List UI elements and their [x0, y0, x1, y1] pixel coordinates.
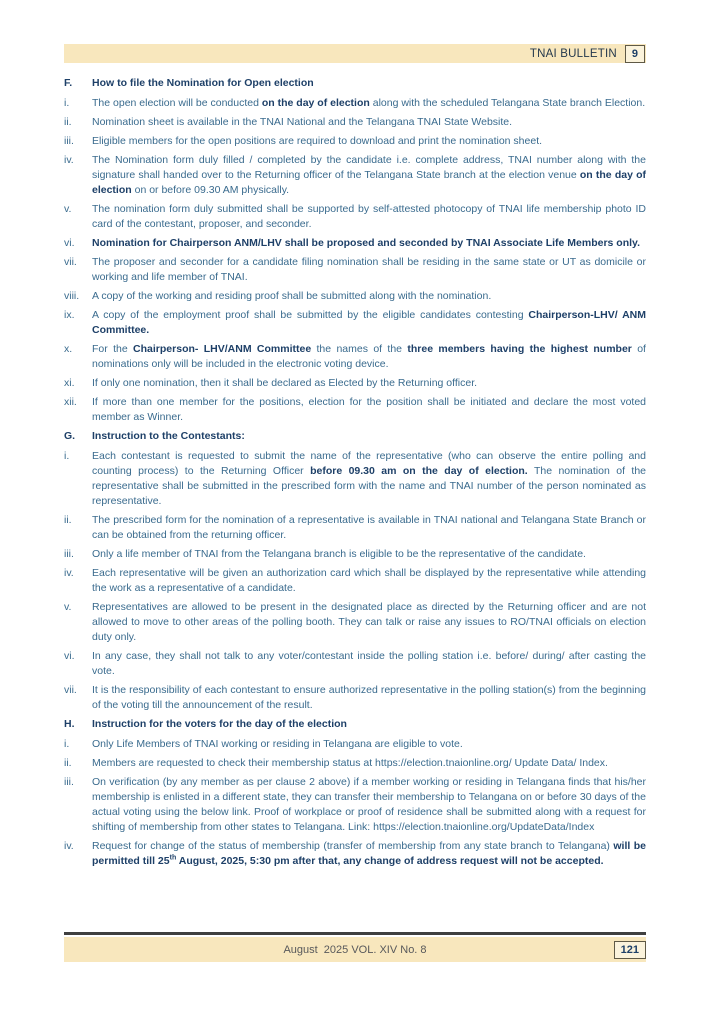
list-item: [64, 600, 646, 645]
text-run: A copy of the working and residing proof shall be submitted along with the nomination.: [92, 290, 492, 302]
item-text: [92, 566, 646, 596]
superscript: th: [169, 854, 177, 862]
bold-text-run: three members having the highest number: [407, 343, 632, 355]
section-title: Instruction for the voters for the day of the election: [92, 718, 347, 730]
list-item: [64, 134, 646, 149]
section-label: H.: [64, 718, 75, 730]
item-label: iv.: [64, 567, 74, 579]
text-run: Representatives are allowed to be present in the designated place as directed by the Returning officer and are not allowed to move to other areas of the polling booth. They can talk or raise any issues to RO/TNAI officials on election duty only.: [92, 601, 646, 643]
item-text: [92, 96, 646, 111]
list-item: [64, 566, 646, 596]
footer-rule: [64, 932, 646, 935]
bold-text-run: Chairperson-LHV/ ANM Committee.: [92, 309, 646, 336]
text-run: If only one nomination, then it shall be declared as Elected by the Returning officer.: [92, 377, 478, 389]
item-text: [92, 395, 646, 425]
item-text: [92, 376, 646, 391]
item-label: i.: [64, 738, 70, 750]
item-label: iv.: [64, 154, 74, 166]
text-run: Each contestant is requested to submit the name of the representative (who can observe the entire polling and counting process) to the Returning Officer: [92, 450, 646, 477]
footer-issue-text: August 2025 VOL. XIV No. 8: [283, 943, 427, 956]
list-item: [64, 737, 646, 752]
section-heading: [64, 717, 646, 732]
item-text: [92, 342, 646, 372]
text-run: The nomination of the representative shall be submitted in the prescribed form with the name and TNAI number of the person nominated as representative.: [92, 465, 647, 507]
item-text: [92, 449, 646, 509]
text-run: The nomination form duly submitted shall be supported by self-attested photocopy of TNAI life membership photo ID card of the contestant, proposer, and seconder.: [92, 203, 646, 230]
item-text: [92, 775, 646, 835]
item-label: ix.: [64, 309, 75, 321]
bold-text-run: on the day of election: [261, 97, 370, 109]
list-item: [64, 236, 646, 251]
item-text: [92, 513, 646, 543]
list-item: [64, 115, 646, 130]
item-label: i.: [64, 450, 70, 462]
item-text: [92, 115, 646, 130]
list-item: [64, 395, 646, 425]
item-text: [92, 683, 646, 713]
text-run: A copy of the employment proof shall be submitted by the eligible candidates contesting: [92, 309, 529, 321]
item-label: vi.: [64, 237, 75, 249]
bold-text-run: on the day of election: [92, 169, 646, 196]
text-run: the names of the: [311, 343, 408, 355]
section-label: G.: [64, 430, 76, 442]
list-item: [64, 289, 646, 304]
list-item: [64, 376, 646, 391]
item-text: [92, 236, 646, 251]
text-run: The proposer and seconder for a candidate filing nomination shall be residing in the same state or UT as domicile or working and life member of TNAI.: [92, 256, 646, 283]
list-item: [64, 96, 646, 111]
list-item: [64, 547, 646, 562]
footer-page-number: 121: [614, 941, 646, 959]
item-text: [92, 839, 646, 869]
section-heading: [64, 76, 646, 91]
item-label: vii.: [64, 256, 77, 268]
text-run: Nomination sheet is available in the TNAI National and the Telangana TNAI State Website.: [92, 116, 513, 128]
item-label: ii.: [64, 514, 72, 526]
item-label: iv.: [64, 840, 74, 852]
list-item: [64, 756, 646, 771]
text-run: Each representative will be given an authorization card which shall be displayed by the representative while attending the work as a representative of a candidate.: [92, 567, 646, 594]
list-item: [64, 153, 646, 198]
item-label: v.: [64, 203, 72, 215]
list-item: [64, 839, 646, 869]
item-label: ii.: [64, 757, 72, 769]
text-run: It is the responsibility of each contestant to ensure authorized representative in the polling station(s) from the beginning of the voting till the announcement of the result.: [92, 684, 646, 711]
header-page-number: 9: [625, 45, 645, 63]
section-title: Instruction to the Contestants:: [92, 430, 245, 442]
item-text: [92, 289, 646, 304]
header-bar: [64, 44, 646, 63]
item-label: iii.: [64, 776, 74, 788]
item-text: [92, 153, 646, 198]
text-run: of nominations only will be included in the electronic voting device.: [92, 343, 646, 370]
text-run: Eligible members for the open positions are required to download and print the nomination sheet.: [92, 135, 543, 147]
item-label: v.: [64, 601, 72, 613]
list-item: [64, 449, 646, 509]
text-run: The Nomination form duly filled / completed by the candidate i.e. complete address, TNAI number along with the signature shall handed over to the Returning officer of the Telangana State branch at the election venue: [92, 154, 646, 181]
list-item: [64, 342, 646, 372]
bold-text-run: August, 2025, 5:30 pm after that, any change of address request will not be accepted.: [176, 855, 604, 867]
item-text: [92, 600, 646, 645]
document-body: [64, 72, 646, 873]
text-run: The open election will be conducted: [92, 97, 262, 109]
item-text: [92, 737, 646, 752]
text-run: Only a life member of TNAI from the Telangana branch is eligible to be the representative of the candidate.: [92, 548, 586, 560]
item-text: [92, 255, 646, 285]
item-label: vii.: [64, 684, 77, 696]
text-run: For the: [92, 343, 134, 355]
text-run: In any case, they shall not talk to any voter/contestant inside the polling station i.e. before/ during/ after casting the vote.: [92, 650, 646, 677]
text-run: on or before 09.30 AM physically.: [131, 184, 290, 196]
item-text: [92, 547, 646, 562]
item-text: [92, 202, 646, 232]
item-text: [92, 134, 646, 149]
text-run: Members are requested to check their membership status at https://election.tnaionline.org/ Update Data/ Index.: [92, 757, 608, 769]
item-label: x.: [64, 343, 73, 355]
header-title: TNAI BULLETIN: [529, 47, 617, 60]
item-label: iii.: [64, 548, 74, 560]
section-heading: [64, 429, 646, 444]
bold-text-run: before 09.30 am on the day of election.: [310, 465, 528, 477]
list-item: [64, 683, 646, 713]
item-label: i.: [64, 97, 70, 109]
list-item: [64, 513, 646, 543]
text-run: If more than one member for the positions, election for the position shall be initiated and declare the most voted member as Winner.: [92, 396, 646, 423]
item-label: xii.: [64, 396, 77, 408]
section-label: F.: [64, 77, 73, 89]
item-label: iii.: [64, 135, 74, 147]
list-item: [64, 255, 646, 285]
list-item: [64, 775, 646, 835]
bold-text-run: Chairperson- LHV/ANM Committee: [133, 343, 312, 355]
item-text: [92, 649, 646, 679]
bold-text-run: Nomination for Chairperson ANM/LHV shall be proposed and seconded by TNAI Associate Life Members only.: [92, 237, 641, 249]
item-text: [92, 308, 646, 338]
text-run: The prescribed form for the nomination of a representative is available in TNAI national and Telangana State Branch or can be obtained from the returning officer.: [92, 514, 646, 541]
item-label: ii.: [64, 116, 72, 128]
list-item: [64, 202, 646, 232]
item-text: [92, 756, 646, 771]
item-label: xi.: [64, 377, 75, 389]
text-run: along with the scheduled Telangana State branch Election.: [369, 97, 646, 109]
bold-text-run: will be permitted till 25: [92, 840, 646, 867]
item-label: viii.: [64, 290, 80, 302]
item-label: vi.: [64, 650, 75, 662]
text-run: Only Life Members of TNAI working or residing in Telangana are eligible to vote.: [92, 738, 463, 750]
text-run: Request for change of the status of membership (transfer of membership from any state branch to Telangana): [92, 840, 614, 852]
list-item: [64, 649, 646, 679]
section-title: How to file the Nomination for Open election: [92, 77, 314, 89]
text-run: On verification (by any member as per clause 2 above) if a member working or residing in Telangana finds that his/her membership is enlisted in a different state, they can transfer their membership to Telangana on or before 30 days of the actual voting using the below link. Proof of workplace or proof of residence shall be submitted along with a request for shifting of membership from other states to Telangana. Link: https://election.tnaionline.org/UpdateData/Index: [92, 776, 646, 833]
list-item: [64, 308, 646, 338]
footer-bar: [64, 937, 646, 962]
